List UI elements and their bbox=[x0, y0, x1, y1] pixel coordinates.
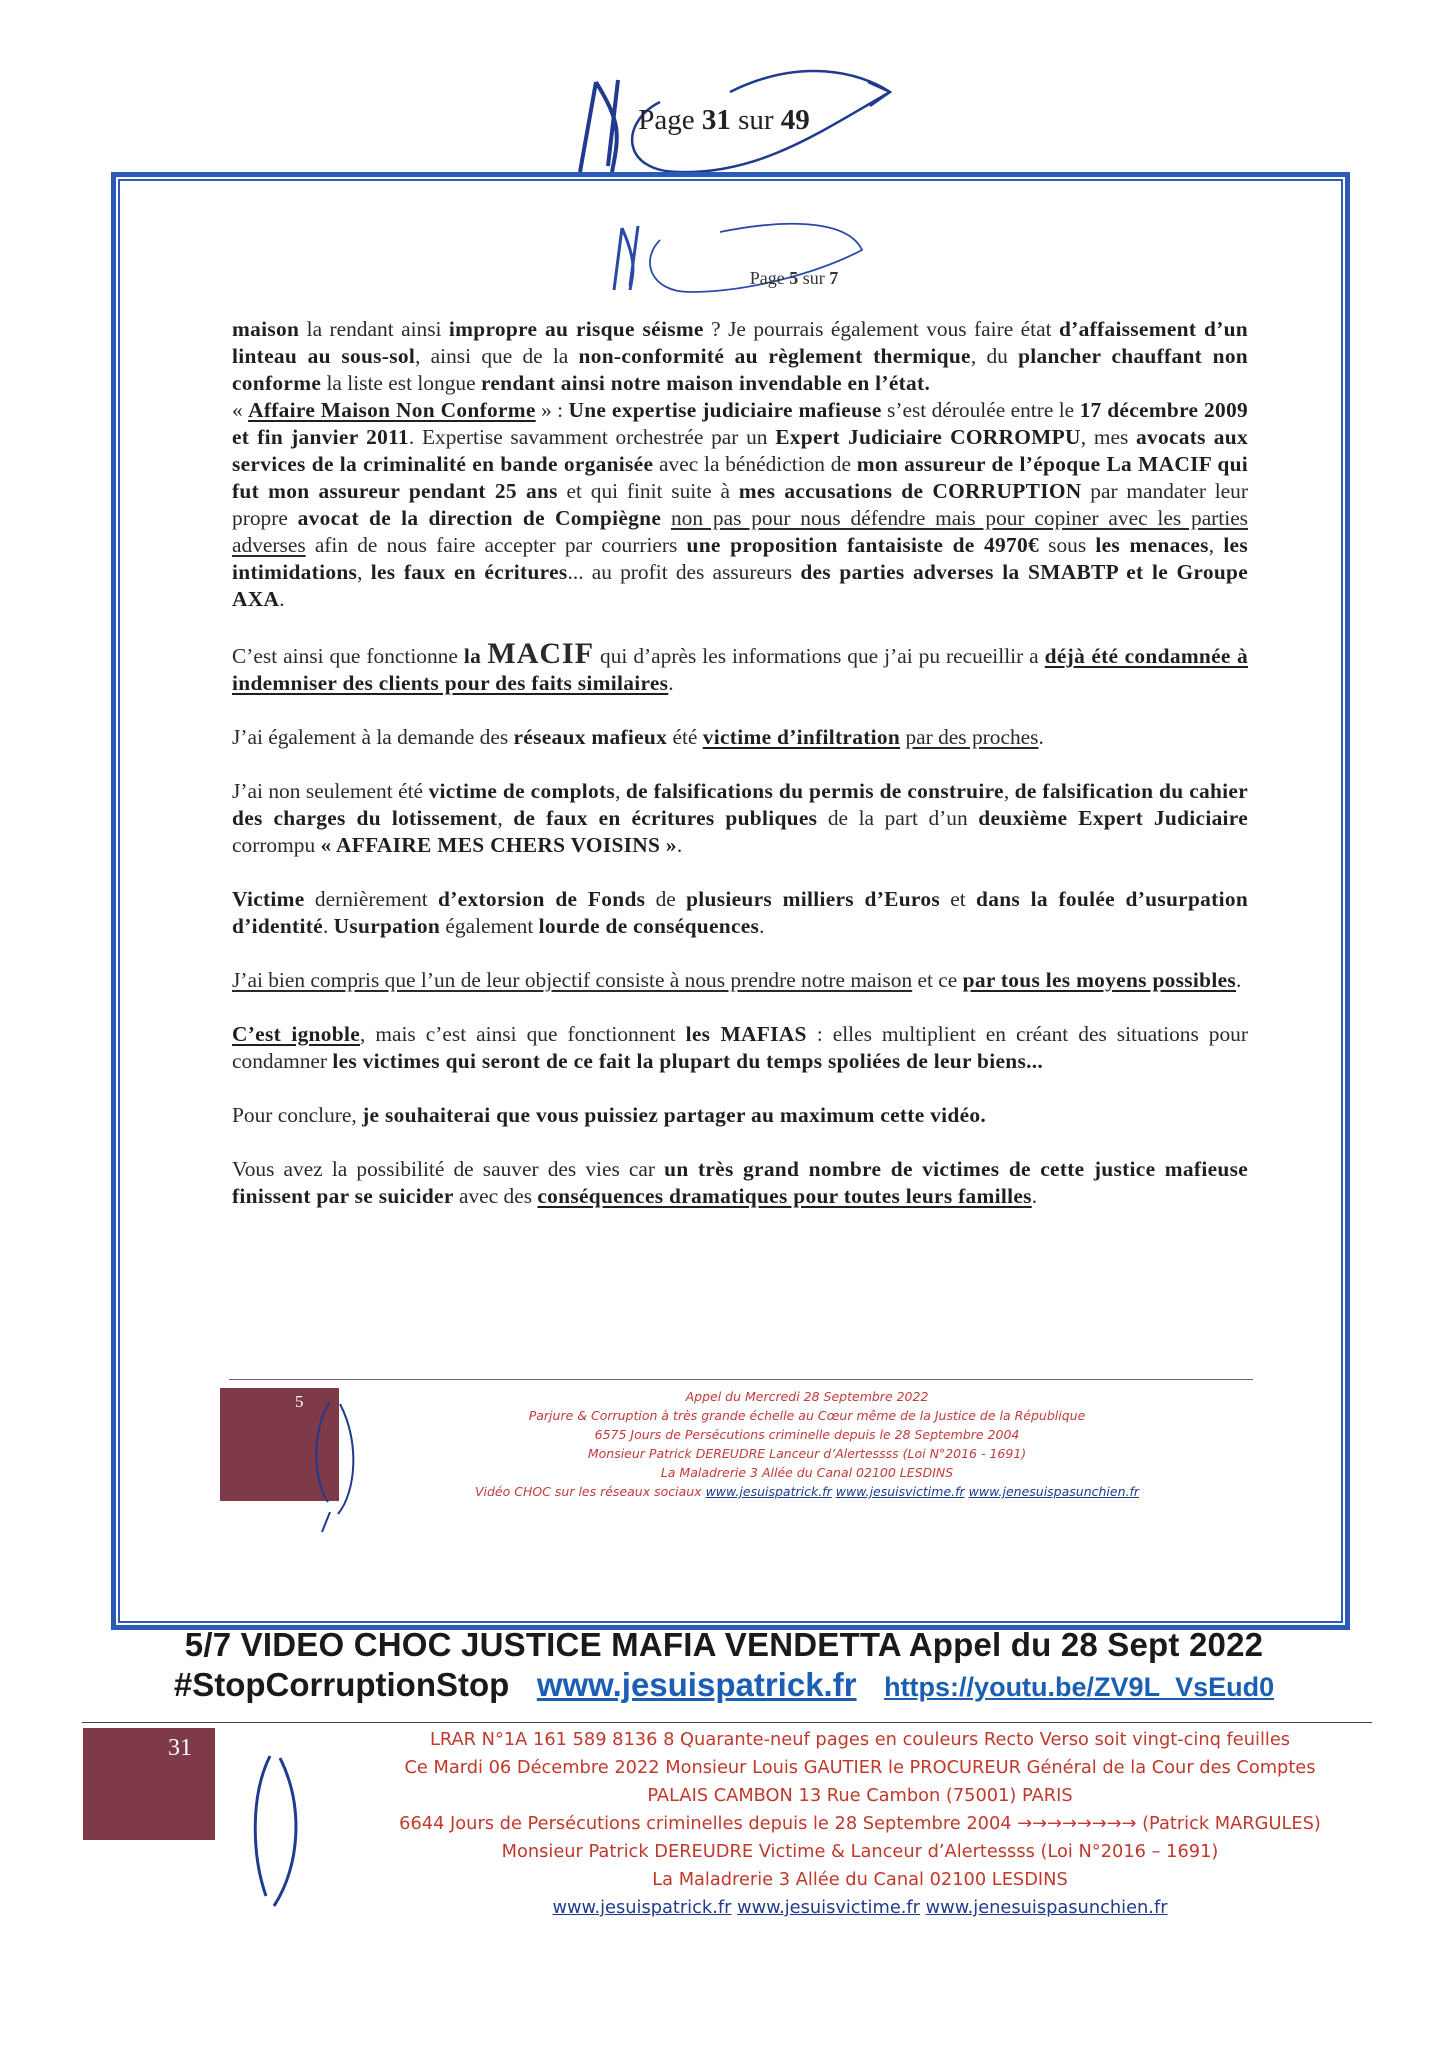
inner-footer-links: Vidéo CHOC sur les réseaux sociaux www.jesuispatrick.fr www.jesuisvictime.fr www.jenesuispasunchien.fr bbox=[474, 1484, 1140, 1499]
paragraph: Vous avez la possibilité de sauver des vies car un très grand nombre de victimes de cette justice mafieuse finissent par se suicider avec des conséquences dramatiques pour toutes leurs familles. bbox=[232, 1157, 1248, 1208]
hashtag: #StopCorruptionStop bbox=[173, 1666, 510, 1703]
outer-page-number: 31 bbox=[168, 1735, 192, 1761]
inner-footer-line: Appel du Mercredi 28 Septembre 2022 bbox=[685, 1389, 929, 1404]
inner-footer-line: Monsieur Patrick DEREUDRE Lanceur d’Alertessss (Loi N°2016 - 1691) bbox=[587, 1446, 1027, 1461]
inner-page-counter: Page 5 sur 7 bbox=[749, 268, 839, 288]
signature-inner bbox=[600, 220, 880, 310]
inner-footer-line: La Maladrerie 3 Allée du Canal 02100 LESDINS bbox=[660, 1465, 954, 1480]
inner-footer-line: Parjure & Corruption à très grande échelle au Cœur même de la Justice de la République bbox=[528, 1408, 1086, 1423]
paragraph: Victime dernièrement d’extorsion de Fonds de plusieurs milliers d’Euros et dans la foulée d’usurpation d’identité. Usurpation également lourde de conséquences. bbox=[232, 887, 1249, 938]
paragraph: Pour conclure, je souhaiterai que vous puissiez partager au maximum cette vidéo. bbox=[232, 1103, 987, 1127]
paragraph: C’est ignoble, mais c’est ainsi que fonctionnent les MAFIAS : elles multiplient en créant des situations pour condamner les victimes qui seront de ce fait la plupart du temps spoliées de leur biens... bbox=[232, 1022, 1249, 1073]
letter-body bbox=[232, 316, 1248, 1237]
link-jesuisvictime[interactable]: www.jesuisvictime.fr bbox=[835, 1484, 965, 1499]
link-jesuispatrick[interactable]: www.jesuispatrick.fr bbox=[552, 1897, 732, 1918]
inner-footer bbox=[342, 1387, 1272, 1501]
outer-footer-line: La Maladrerie 3 Allée du Canal 02100 LESDINS bbox=[652, 1869, 1068, 1890]
link-jenesuispasunchien[interactable]: www.jenesuispasunchien.fr bbox=[925, 1897, 1168, 1918]
video-headline bbox=[0, 1625, 1448, 1707]
outer-footer-divider bbox=[82, 1722, 1372, 1723]
paragraph: J’ai également à la demande des réseaux mafieux été victime d’infiltration par des proches. bbox=[232, 725, 1044, 749]
page-counter: Page 31 sur 49 bbox=[638, 104, 810, 136]
link-youtube[interactable]: https://youtu.be/ZV9L_VsEud0 bbox=[884, 1672, 1275, 1702]
outer-footer-line: Ce Mardi 06 Décembre 2022 Monsieur Louis GAUTIER le PROCUREUR Général de la Cour des Comptes bbox=[404, 1757, 1316, 1778]
inner-page-number: 5 bbox=[295, 1392, 304, 1411]
paragraph: maison la rendant ainsi impropre au risque séisme ? Je pourrais également vous faire état d’affaissement d’un linteau au sous-sol, ainsi que de la non-conformité au règlement thermique, du plancher chauffant non conforme la liste est longue rendant ainsi notre maison invendable en l’état. bbox=[232, 317, 1249, 395]
link-jenesuispasunchien[interactable]: www.jenesuispasunchien.fr bbox=[968, 1484, 1140, 1499]
inner-footer-line: 6575 Jours de Persécutions criminelle depuis le 28 Septembre 2004 bbox=[594, 1427, 1020, 1442]
headline-links bbox=[0, 1665, 1448, 1707]
outer-footer-line: LRAR N°1A 161 589 8136 8 Quarante-neuf pages en couleurs Recto Verso soit vingt-cinq feuilles bbox=[429, 1729, 1291, 1750]
outer-footer bbox=[330, 1726, 1390, 1922]
outer-footer-line: Monsieur Patrick DEREUDRE Victime & Lanceur d’Alertessss (Loi N°2016 – 1691) bbox=[501, 1841, 1219, 1862]
outer-footer-line: PALAIS CAMBON 13 Rue Cambon (75001) PARIS bbox=[647, 1785, 1073, 1806]
paragraph: J’ai non seulement été victime de complots, de falsifications du permis de construire, de falsification du cahier des charges du lotissement, de faux en écritures publiques de la part d’un deuxième Expert Judiciaire corrompu « AFFAIRE MES CHERS VOISINS ». bbox=[232, 779, 1249, 857]
inner-footer-divider bbox=[229, 1379, 1253, 1380]
headline-title: 5/7 VIDEO CHOC JUSTICE MAFIA VENDETTA Appel du 28 Sept 2022 bbox=[184, 1626, 1264, 1663]
signature-outer-footer bbox=[240, 1746, 310, 1926]
paragraph: « Affaire Maison Non Conforme » : Une expertise judiciaire mafieuse s’est déroulée entre le 17 décembre 2009 et fin janvier 2011. Expertise savamment orchestrée par un Expert Judiciaire CORROMPU, mes avocats aux services de la criminalité en bande organisée avec la bénédiction de mon assureur de l’époque La MACIF qui fut mon assureur pendant 25 ans et qui finit suite à mes accusations de CORRUPTION par mandater leur propre avocat de la direction de Compiègne non pas pour nous défendre mais pour copiner avec les parties adverses afin de nous faire accepter par courriers une proposition fantaisiste de 4970€ sous les menaces, les intimidations, les faux en écritures... au profit des assureurs des parties adverses la SMABTP et le Groupe AXA. bbox=[232, 398, 1249, 611]
paragraph: J’ai bien compris que l’un de leur objectif consiste à nous prendre notre maison et ce par tous les moyens possibles. bbox=[232, 968, 1242, 992]
outer-footer-line: 6644 Jours de Persécutions criminelles depuis le 28 Septembre 2004 →→→→→→→→ (Patrick MARGULES) bbox=[399, 1813, 1321, 1834]
link-site[interactable]: www.jesuispatrick.fr bbox=[536, 1666, 857, 1703]
outer-page-badge bbox=[83, 1728, 215, 1840]
link-jesuispatrick[interactable]: www.jesuispatrick.fr bbox=[705, 1484, 832, 1499]
paragraph: C’est ainsi que fonctionne la MACIF qui d’après les informations que j’ai pu recueillir a déjà été condamnée à indemniser des clients pour des faits similaires. bbox=[232, 637, 1248, 695]
outer-footer-links bbox=[330, 1894, 1390, 1922]
link-jesuisvictime[interactable]: www.jesuisvictime.fr bbox=[737, 1897, 920, 1918]
